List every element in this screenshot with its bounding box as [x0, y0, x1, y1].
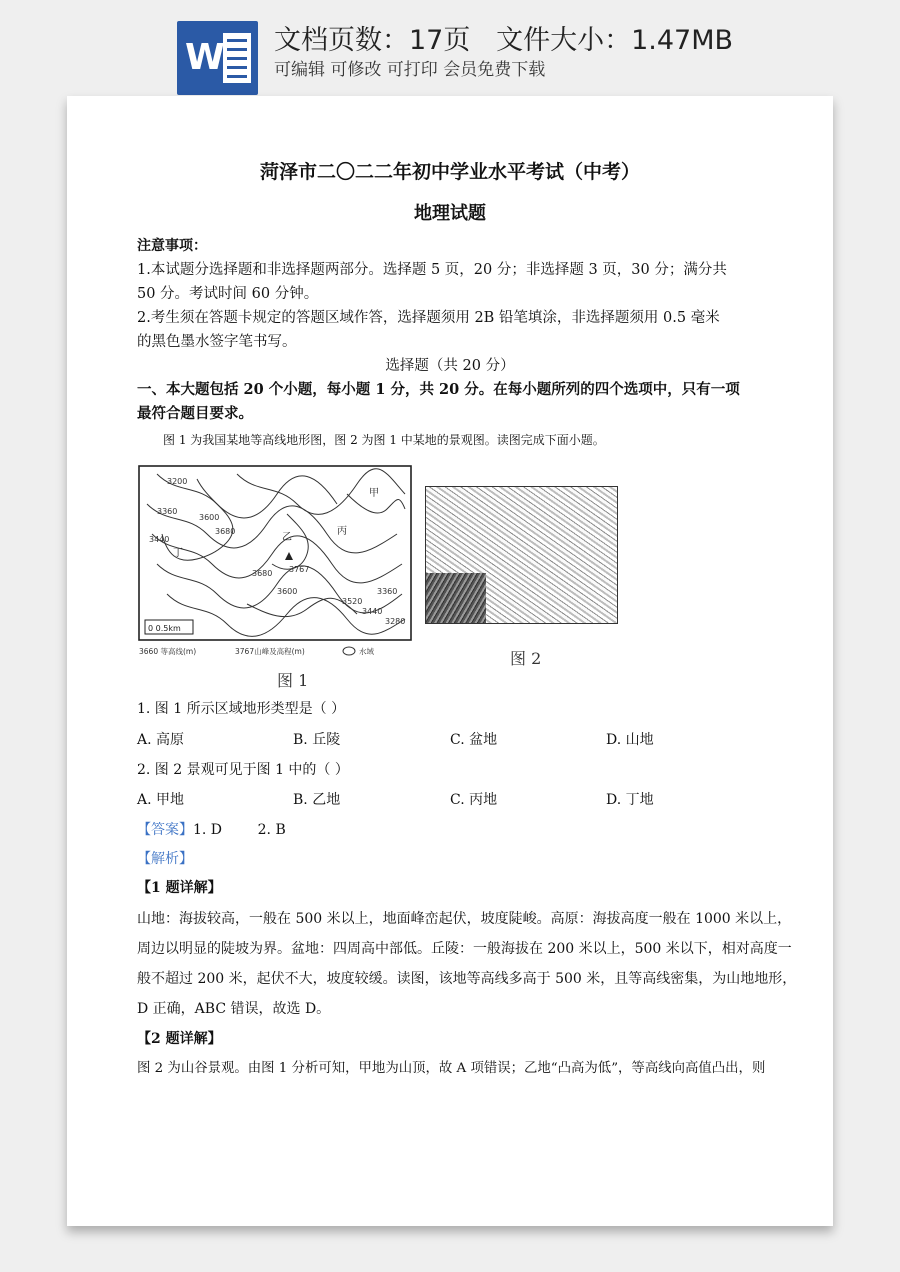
document-page — [67, 96, 833, 1226]
scale-bar-label: 0 0.5km — [148, 624, 181, 633]
analysis-tag: 【解析】 — [137, 851, 193, 867]
contour-label: 3280 — [385, 617, 406, 626]
word-document-icon — [177, 21, 258, 95]
section-desc-line-1: 一、本大题包括 20 个小题，每小题 1 分，共 20 分。在每小题所列的四个选项中，只有一项 — [137, 381, 740, 398]
q1-option-d: D. 山地 — [606, 732, 654, 748]
contour-label: 3360 — [377, 587, 398, 596]
detail-1-line: D 正确，ABC 错误，故选 D。 — [137, 1001, 331, 1017]
place-label-jia: 甲 — [369, 488, 379, 499]
question-1: 1. 图 1 所示区域地形类型是（ ） — [137, 701, 346, 717]
q2-option-b: B. 乙地 — [293, 792, 341, 808]
section-title: 选择题（共 20 分） — [385, 358, 515, 374]
contour-label: 3680 — [215, 527, 236, 536]
contour-label: 3200 — [167, 477, 188, 486]
q2-option-c: C. 丙地 — [450, 792, 498, 808]
legend-contour: 3660 等高线(m) — [139, 647, 197, 656]
exam-title: 菏泽市二〇二二年初中学业水平考试（中考） — [259, 161, 640, 183]
figure-2-caption: 图 2 — [510, 649, 542, 668]
legend-water: 水域 — [359, 647, 374, 656]
detail-1-line: 周边以明显的陡坡为界。盆地：四周高中部低。丘陵：一般海拔在 200 米以上，500 米以下，相对高度一 — [137, 941, 792, 957]
place-label-bing: 丙 — [337, 526, 347, 537]
peak-elevation-label: 3767 — [289, 565, 310, 574]
figure-1-caption: 图 1 — [277, 671, 309, 690]
detail-2-line: 图 2 为山谷景观。由图 1 分析可知，甲地为山顶，故 A 项错误；乙地“凸高为低”，等高线向高值凸出，则 — [137, 1061, 766, 1076]
answer-text: 1. D 2. B — [193, 822, 286, 838]
figure-intro: 图 1 为我国某地等高线地形图，图 2 为图 1 中某地的景观图。读图完成下面小题。 — [163, 433, 605, 447]
contour-label: 3680 — [252, 569, 273, 578]
detail-1-heading: 【1 题详解】 — [137, 880, 222, 896]
contour-label: 3600 — [277, 587, 298, 596]
notice-1-line-1: 1.本试题分选择题和非选择题两部分。选择题 5 页，20 分；非选择题 3 页，30 分；满分共 — [137, 262, 727, 278]
legend-peak: 3767山峰及高程(m) — [235, 647, 305, 656]
figure-2-landscape-photo — [425, 486, 618, 624]
notice-1-line-2: 50 分。考试时间 60 分钟。 — [137, 286, 319, 302]
answer-line — [137, 820, 286, 840]
exam-subject: 地理试题 — [414, 203, 486, 224]
contour-label: 3600 — [199, 513, 220, 522]
detail-1-line: 般不超过 200 米，起伏不大，坡度较缓。读图，该地等高线多高于 500 米，且等高线密集，为山地地形， — [137, 971, 797, 987]
word-logo-letter: W — [185, 37, 225, 78]
q1-option-b: B. 丘陵 — [293, 732, 341, 748]
contour-label: 3520 — [342, 597, 363, 606]
notice-2-line-1: 2.考生须在答题卡规定的答题区域作答，选择题须用 2B 铅笔填涂，非选择题须用 0.5 毫米 — [137, 310, 720, 326]
figure-1-contour-map — [137, 464, 412, 664]
contour-label: 3440 — [362, 607, 383, 616]
place-label-ding: 丁 — [173, 548, 183, 559]
q2-option-d: D. 丁地 — [606, 792, 654, 808]
contour-label: 3440 — [149, 535, 170, 544]
q1-option-a: A. 高原 — [137, 732, 185, 748]
q1-option-c: C. 盆地 — [450, 732, 498, 748]
answer-tag: 【答案】 — [137, 822, 193, 838]
water-legend-icon — [343, 647, 355, 655]
banner-subtitle: 可编辑 可修改 可打印 会员免费下载 — [274, 60, 546, 80]
q2-option-a: A. 甲地 — [137, 792, 185, 808]
section-desc-line-2: 最符合题目要求。 — [137, 405, 253, 422]
banner-title: 文档页数：17页 文件大小：1.47MB — [274, 25, 734, 56]
notice-2-line-2: 的黑色墨水签字笔书写。 — [137, 334, 297, 350]
detail-2-heading: 【2 题详解】 — [137, 1031, 222, 1047]
notice-heading: 注意事项： — [137, 238, 207, 254]
detail-1-line: 山地：海拔较高，一般在 500 米以上，地面峰峦起伏，坡度陡峻。高原：海拔高度一般在 1000 米以上， — [137, 911, 792, 927]
question-2: 2. 图 2 景观可见于图 1 中的（ ） — [137, 762, 349, 778]
download-banner — [0, 0, 900, 100]
contour-label: 3360 — [157, 507, 178, 516]
place-label-yi: 乙 — [282, 532, 292, 543]
